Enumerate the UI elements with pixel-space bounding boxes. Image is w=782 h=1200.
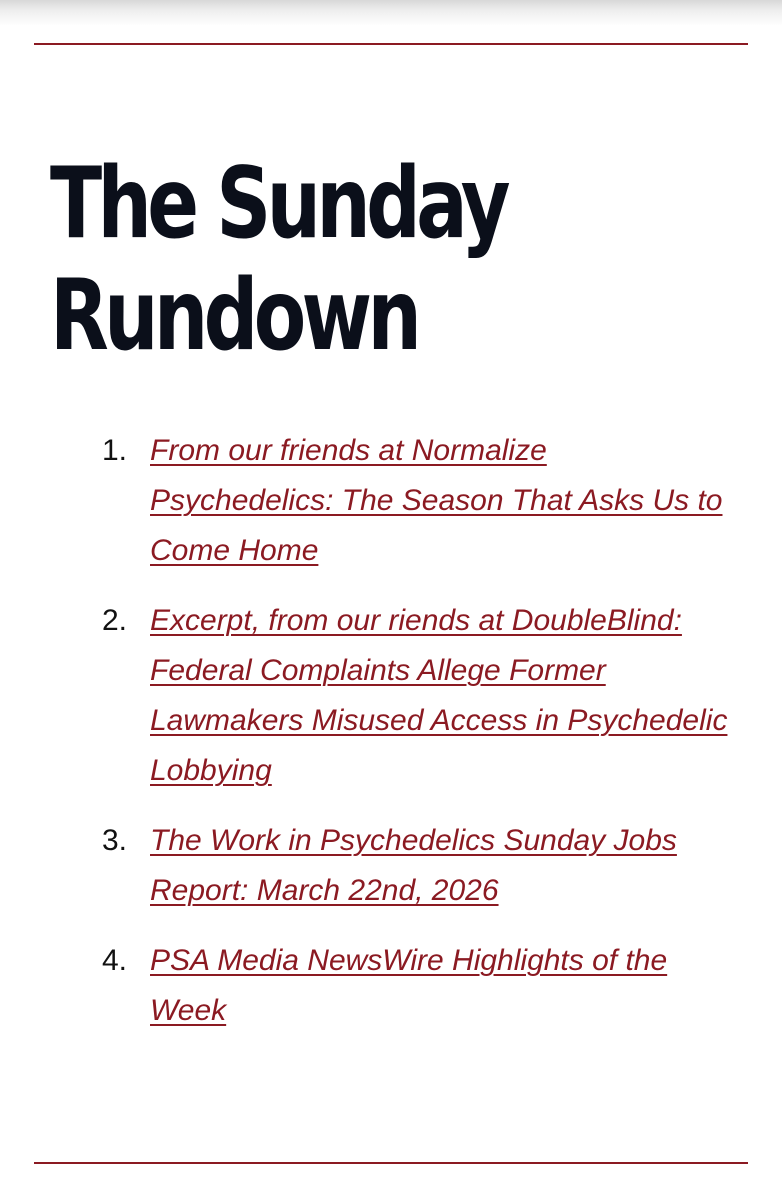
bottom-divider — [34, 1162, 748, 1164]
article-link-doubleblind[interactable]: Excerpt, from our riends at DoubleBlind: Federal Complaints Allege Former Lawmakers Misused Access in Psychedelic Lobbying — [150, 604, 728, 787]
section-title-line-1: The Sunday — [50, 147, 506, 261]
top-shadow — [0, 0, 782, 26]
top-divider — [34, 43, 748, 45]
list-item-number: 1. — [102, 434, 128, 467]
article-link-newswire-highlights[interactable]: PSA Media NewsWire Highlights of the Week — [150, 944, 668, 1027]
section-title — [50, 148, 506, 372]
article-link-jobs-report[interactable]: The Work in Psychedelics Sunday Jobs Report: March 22nd, 2026 — [150, 824, 677, 907]
section-title-line-2: Rundown — [50, 259, 418, 373]
rundown-list — [94, 426, 734, 1056]
list-item — [94, 816, 734, 916]
list-item — [94, 426, 734, 576]
list-item-number: 3. — [102, 824, 128, 857]
list-item-number: 2. — [102, 604, 128, 637]
list-item — [94, 936, 734, 1036]
list-item-number: 4. — [102, 944, 128, 977]
article-link-normalize-psychedelics[interactable]: From our friends at Normalize Psychedelics: The Season That Asks Us to Come Home — [150, 434, 723, 567]
list-item — [94, 596, 734, 796]
